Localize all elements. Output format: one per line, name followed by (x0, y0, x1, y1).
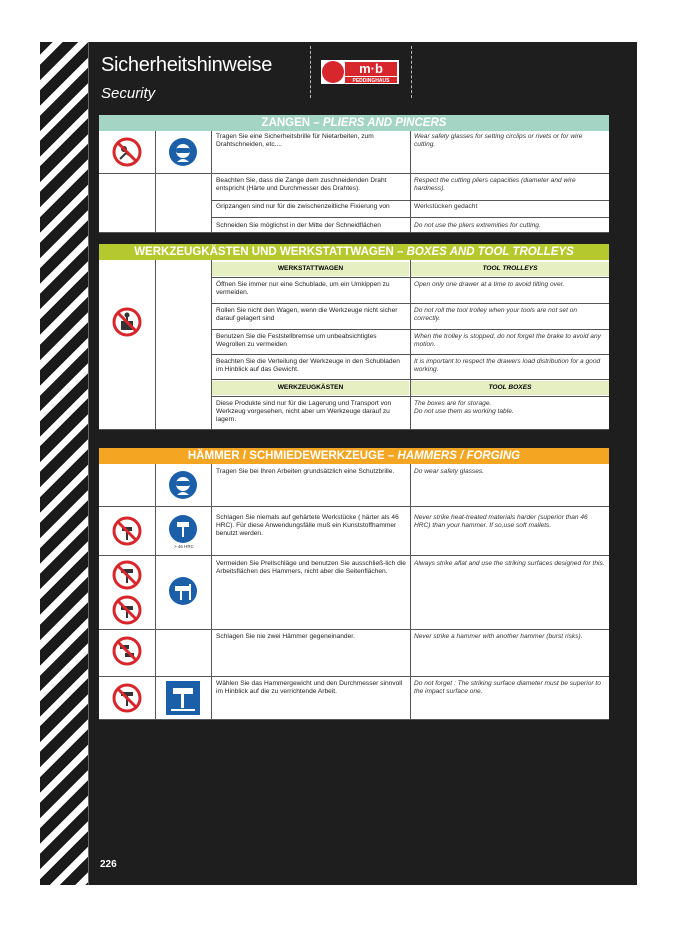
trolley-row4-en: It is important to respect the drawers load distribution for a good working. (414, 358, 601, 373)
page-subtitle: Security (101, 85, 156, 102)
sub-header-trolleys-de: WERKSTATTWAGEN (212, 262, 409, 276)
pliers-table (99, 131, 609, 233)
use-soft-mallet-icon (168, 514, 198, 544)
hammer-row3-de: Vermeiden Sie Prellschläge und benutzen Sie ausschließ-lich die Arbeitsflächen des Hammers, nicht aber die Seitenflächen. (216, 560, 406, 575)
page-number: 226 (100, 859, 117, 870)
boxes-table (99, 260, 609, 430)
no-hardened-strike-icon (112, 516, 142, 546)
section-header-boxes: WERKZEUGKÄSTEN UND WERKSTATTWAGEN – BOXES AND TOOL TROLLEYS (99, 244, 609, 260)
page-title: Sicherheitshinweise (101, 54, 273, 76)
pliers-row3-en: Werkstücken gedacht (414, 203, 478, 210)
pliers-row4-de: Schneiden Sie möglichst in der Mitte der Schneidflächen (216, 222, 381, 229)
no-glancing-blow-icon (112, 560, 142, 590)
pliers-row4-en: Do not use the pliers extremities for cutting. (414, 222, 541, 229)
trolley-row2-en: Do not roll the tool trolley when your tools are not set on correctly. (414, 307, 578, 322)
hammer-row4-de: Schlagen Sie nie zwei Hämmer gegeneinander. (216, 633, 355, 640)
hammers-table (99, 464, 609, 720)
sub-header-boxes-en: TOOL BOXES (411, 381, 609, 395)
strike-flat-icon (168, 576, 198, 606)
pliers-row1-en: Wear safety glasses for setting circlips or rivets or for wire cutting. (414, 133, 583, 148)
hrc-label: > 46 HRC (174, 544, 194, 549)
pliers-row3-de: Gripzangen sind nur für die zwischenzeitliche Fixierung von (216, 203, 390, 210)
logo-subtext: PEDDINGHAUS (352, 78, 390, 84)
no-bare-eyes-icon (112, 137, 142, 167)
wear-goggles-icon (168, 137, 198, 167)
boxes-row-en: The boxes are for storage. Do not use them as working table. (414, 400, 514, 415)
no-standing-on-box-icon (112, 307, 142, 337)
hammer-diameter-icon (166, 681, 200, 715)
hammer-row4-en: Never strike a hammer with another hammer (burst risks). (414, 633, 583, 640)
trolley-row1-de: Öffnen Sie immer nur eine Schublade, um ein Umkippen zu vermeiden. (216, 281, 390, 296)
section-header-pliers: ZANGEN – PLIERS AND PINCERS (99, 115, 609, 131)
sub-header-boxes-de: WERKZEUGKÄSTEN (212, 381, 409, 395)
hammer-row5-en: Do not forget : The striking surface diameter must be superior to the impact surface one. (414, 680, 601, 695)
hammer-row1-de: Tragen Sie bei Ihren Arbeiten grundsätzlich eine Schutzbrille. (216, 468, 395, 475)
sub-header-trolleys-en: TOOL TROLLEYS (411, 262, 609, 276)
hammer-row3-en: Always strike aflat and use the striking surfaces designed for this. (414, 560, 605, 567)
trolley-row3-en: When the trolley is stopped, do not forget the brake to avoid any motion. (414, 333, 601, 348)
section-header-hammers: HÄMMER / SCHMIEDEWERKZEUGE – HAMMERS / FORGING (99, 448, 609, 464)
hazard-stripe-border (40, 42, 88, 885)
hammer-row2-de: Schlagen Sie niemals auf gehärtete Werkstücke ( härter als 46 HRC). Für diese Anwendungsfälle muß ein Kunststoffhammer benutzt werden. (216, 514, 399, 537)
hammer-row1-en: Do wear safety glasses. (414, 468, 484, 475)
pliers-row2-de: Beachten Sie, dass die Zange dem zuschneidenden Draht entspricht (Härte und Durchmesser des Drahtes). (216, 177, 387, 192)
trolley-row3-de: Benutzen Sie die Feststellbremse um unbeabsichtigtes Wegrollen zu vermeiden (216, 333, 377, 348)
no-wrong-diameter-icon (112, 683, 142, 713)
trolley-row1-en: Open only one drawer at a time to avoid tilting over. (414, 281, 565, 288)
pliers-row2-en: Respect the cutting pliers capacities (diameter and wire hardness). (414, 177, 576, 192)
hammer-row2-en: Never strike heat-treated materials harder (superior than 46 HRC) than your hammer. If so,use soft mallets. (414, 514, 588, 529)
trolley-row4-de: Beachten Sie die Verteilung der Werkzeuge in den Schubladen im Hinblick auf das Gewicht. (216, 358, 400, 373)
logo-text: m·b (359, 61, 383, 76)
mb-logo (321, 60, 399, 84)
trolley-row2-de: Rollen Sie nicht den Wagen, wenn die Werkzeuge nicht sicher darauf gelagert sind (216, 307, 398, 322)
pliers-row1-de: Tragen Sie eine Sicherheitsbrille für Nietarbeiten, zum Drahtschneiden, etc.... (216, 133, 374, 148)
panel-divider (88, 42, 89, 885)
boxes-row-de: Diese Produkte sind nur für die Lagerung und Transport von Werkzeug vorgesehen, nicht aber um Werkzeuge darauf zu lagern. (216, 400, 392, 423)
wear-goggles-icon (168, 470, 198, 500)
no-hammer-on-hammer-icon (112, 636, 142, 666)
hammer-row5-de: Wählen Sie das Hammergewicht und den Durchmesser sinnvoll im Hinblick auf die zu verrichtende Arbeit. (216, 680, 403, 695)
no-side-strike-icon (112, 595, 142, 625)
